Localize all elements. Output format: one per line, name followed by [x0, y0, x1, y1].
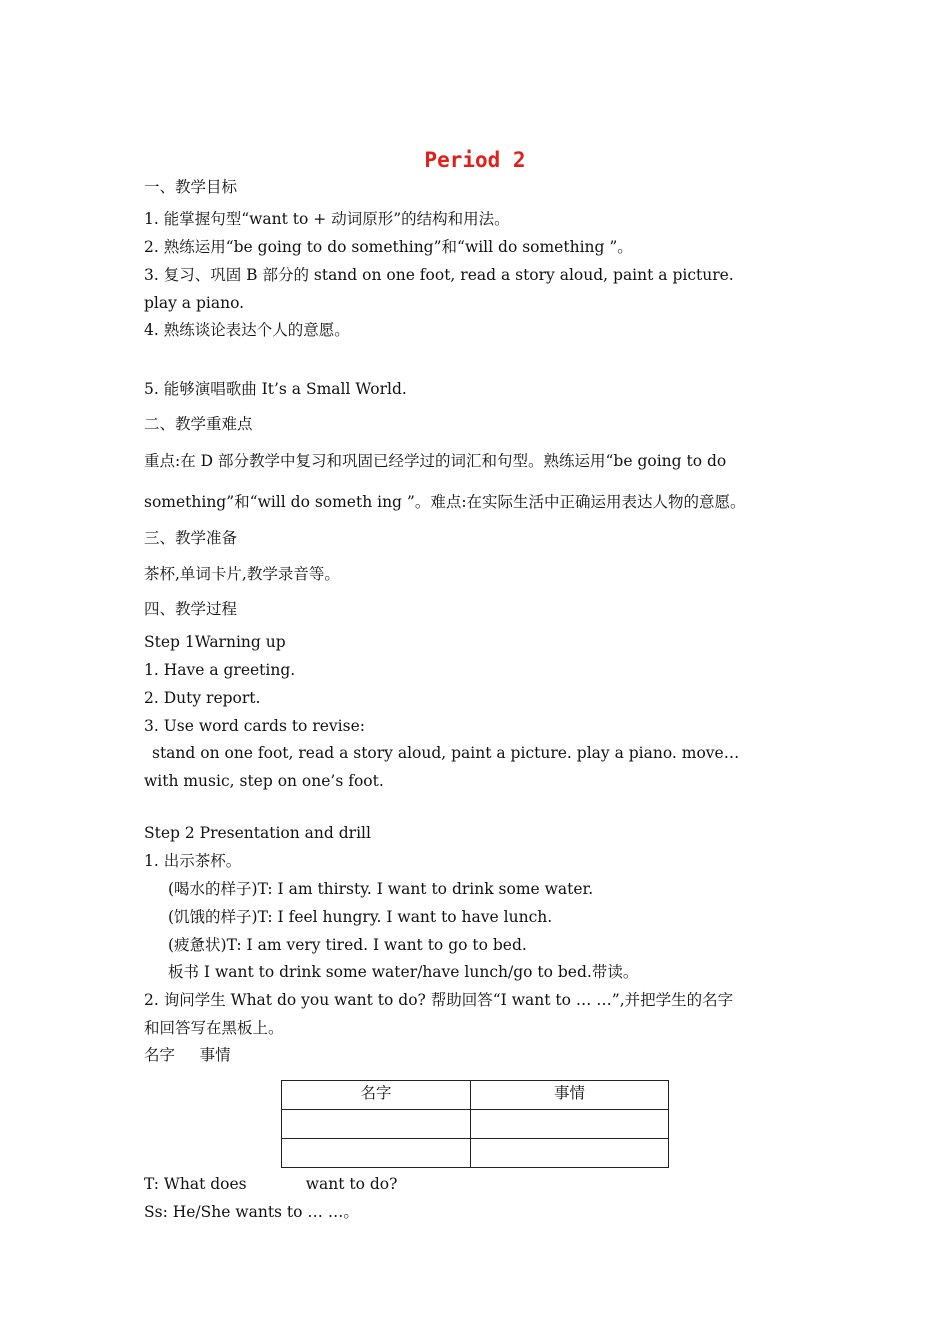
goal-4: 4. 熟练谈论表达个人的意愿。 [144, 321, 350, 339]
goal-5: 5. 能够演唱歌曲 It’s a Small World. [144, 380, 407, 398]
step-1-heading: Step 1Warning up [144, 633, 286, 651]
step-2-board-note: 板书 I want to drink some water/have lunch/go to bed.带读。 [168, 963, 639, 981]
step-1-item-2: 2. Duty report. [144, 689, 261, 707]
table-header-row [282, 1081, 669, 1110]
step-2-heading: Step 2 Presentation and drill [144, 824, 371, 842]
prep-text: 茶杯,单词卡片,教学录音等。 [144, 565, 340, 583]
table-row [282, 1139, 669, 1168]
step-1-words-line-2: with music, step on one’s foot. [144, 772, 384, 790]
goal-3-line-2: play a piano. [144, 294, 245, 312]
goals-heading: 一、教学目标 [144, 178, 238, 196]
table-cell [471, 1139, 669, 1168]
table-header-thing: 事情 [471, 1081, 669, 1110]
table-header-name: 名字 [282, 1081, 471, 1110]
name-thing-labels: 名字 事情 [144, 1046, 231, 1064]
table-cell [282, 1139, 471, 1168]
students-answer: Ss: He/She wants to … …。 [144, 1203, 359, 1221]
goal-2: 2. 熟练运用“be going to do something”和“will do something ”。 [144, 238, 633, 256]
step-2-dialog-1: (喝水的样子)T: I am thirsty. I want to drink some water. [168, 880, 594, 898]
process-heading: 四、教学过程 [144, 600, 238, 618]
key-line-1: 重点:在 D 部分教学中复习和巩固已经学过的词汇和句型。熟练运用“be going to do [144, 452, 727, 470]
page-title: Period 2 [424, 148, 526, 172]
table-cell [471, 1110, 669, 1139]
step-2-dialog-2: (饥饿的样子)T: I feel hungry. I want to have lunch. [168, 908, 553, 926]
step-1-words-line-1: stand on one foot, read a story aloud, paint a picture. play a piano. move… [152, 744, 740, 762]
step-2-item-2-line-1: 2. 询问学生 What do you want to do? 帮助回答“I want to … …”,并把学生的名字 [144, 991, 734, 1009]
goal-1: 1. 能掌握句型“want to + 动词原形”的结构和用法。 [144, 210, 510, 228]
key-heading: 二、教学重难点 [144, 415, 253, 433]
goal-3-line-1: 3. 复习、巩固 B 部分的 stand on one foot, read a story aloud, paint a picture. [144, 266, 734, 284]
table-cell [282, 1110, 471, 1139]
step-2-item-2-line-2: 和回答写在黑板上。 [144, 1019, 284, 1037]
step-1-item-3: 3. Use word cards to revise: [144, 717, 365, 735]
table-row [282, 1110, 669, 1139]
key-line-2: something”和“will do someth ing ”。难点:在实际生活中正确运用表达人物的意愿。 [144, 493, 746, 511]
teacher-question: T: What does want to do? [144, 1175, 398, 1193]
prep-heading: 三、教学准备 [144, 529, 238, 547]
name-thing-table [281, 1080, 669, 1168]
step-1-item-1: 1. Have a greeting. [144, 661, 296, 679]
step-2-item-1: 1. 出示茶杯。 [144, 852, 242, 870]
step-2-dialog-3: (疲惫状)T: I am very tired. I want to go to bed. [168, 936, 527, 954]
